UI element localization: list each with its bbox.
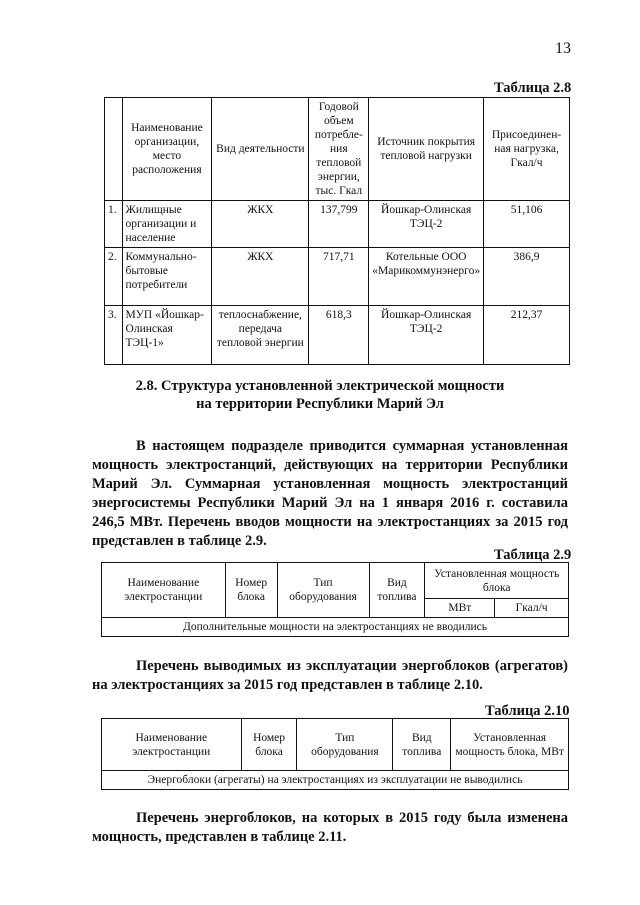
cell: 386,9	[484, 248, 570, 306]
table-2-10-header-unit: Номер блока	[241, 719, 297, 771]
table-2-8	[104, 97, 570, 365]
table-2-8-header-volume: Годовой объем потребле-ния тепловой энергии, тыс. Гкал	[309, 98, 369, 201]
cell: МУП «Йошкар-Олинская ТЭЦ-1»	[122, 306, 212, 365]
table-2-9-header-mw: МВт	[425, 599, 495, 618]
table-2-9-header-unit: Номер блока	[225, 563, 277, 618]
table-2-9-header-name: Наименование электростанции	[102, 563, 226, 618]
cell: Йошкар-Олинская ТЭЦ-2	[369, 201, 484, 248]
paragraph-2: Перечень выводимых из эксплуатации энергоблоков (агрегатов) на электростанциях за 2015 год представлен в таблице 2.10.	[92, 658, 568, 693]
table-2-9-note: Дополнительные мощности на электростанциях не вводились	[102, 618, 569, 637]
cell: 3.	[105, 306, 123, 365]
cell: ЖКХ	[212, 248, 309, 306]
table-row	[105, 201, 570, 248]
cell: 717,71	[309, 248, 369, 306]
table-2-9-header-type: Тип оборудования	[277, 563, 369, 618]
section-heading-line1: 2.8. Структура установленной электрической мощности	[135, 378, 505, 394]
cell: 137,799	[309, 201, 369, 248]
cell: Котельные ООО «Марикоммунэнерго»	[369, 248, 484, 306]
paragraph-3: Перечень энергоблоков, на которых в 2015 году была изменена мощность, представлен в таблице 2.11.	[92, 810, 568, 845]
cell: 1.	[105, 201, 123, 248]
table-2-10-note: Энергоблоки (агрегаты) на электростанциях из эксплуатации не выводились	[102, 771, 569, 790]
cell: ЖКХ	[212, 201, 309, 248]
table-2-10-header-fuel: Вид топлива	[393, 719, 451, 771]
table-2-9-header-capacity: Установленная мощность блока	[425, 563, 569, 599]
table-row	[105, 306, 570, 365]
section-heading-line2: на территории Республики Марий Эл	[196, 396, 444, 412]
cell: 51,106	[484, 201, 570, 248]
table-2-8-caption: Таблица 2.8	[494, 80, 572, 96]
table-2-8-header-load: Присоединен-ная нагрузка, Гкал/ч	[484, 98, 570, 201]
cell: теплоснабжение, передача тепловой энергии	[212, 306, 309, 365]
table-2-9-caption: Таблица 2.9	[494, 547, 572, 563]
table-2-8-header-activity: Вид деятельности	[212, 98, 309, 201]
cell: Жилищные организации и население	[122, 201, 212, 248]
cell: 618,3	[309, 306, 369, 365]
cell: 212,37	[484, 306, 570, 365]
table-2-10-header-name: Наименование электростанции	[102, 719, 242, 771]
table-2-9-header-gcal: Гкал/ч	[495, 599, 569, 618]
table-2-9	[101, 562, 569, 637]
table-2-10-caption: Таблица 2.10	[485, 703, 570, 719]
page-number: 13	[555, 40, 571, 57]
cell: 2.	[105, 248, 123, 306]
table-2-10	[101, 718, 569, 790]
cell: Йошкар-Олинская ТЭЦ-2	[369, 306, 484, 365]
table-2-8-header-source: Источник покрытия тепловой нагрузки	[369, 98, 484, 201]
table-2-8-header-org: Наименование организации, место расположения	[122, 98, 212, 201]
table-2-10-header-type: Тип оборудования	[297, 719, 393, 771]
section-heading	[70, 377, 570, 413]
table-2-8-header-num	[105, 98, 123, 201]
table-2-9-header-fuel: Вид топлива	[369, 563, 425, 618]
table-2-10-header-capacity: Установленная мощность блока, МВт	[451, 719, 569, 771]
cell: Коммунально-бытовые потребители	[122, 248, 212, 306]
paragraph-1: В настоящем подразделе приводится суммарная установленная мощность электростанций, действующих на территории Республики Марий Эл. Суммарная установленная мощность электростанций энергосистемы Республики Марий Эл на 1 января 2016 г. составила 246,5 МВт. Перечень вводов мощности на электростанциях за 2015 год представлен в таблице 2.9.	[92, 438, 568, 549]
table-row	[105, 248, 570, 306]
